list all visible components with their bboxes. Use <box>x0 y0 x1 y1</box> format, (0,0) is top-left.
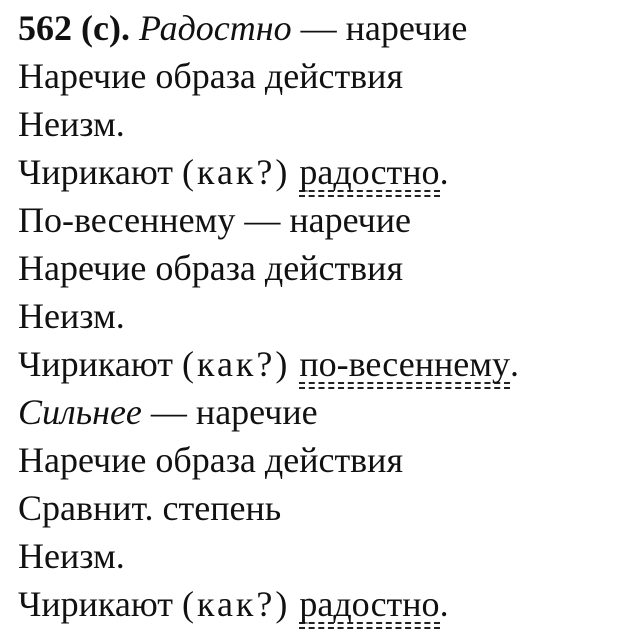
line-1-heading <box>18 4 618 52</box>
line-10-category: Наречие образа действия <box>18 440 403 480</box>
line-9-heading <box>18 388 618 436</box>
space <box>290 344 299 384</box>
line-13-sentence <box>18 580 618 628</box>
period: . <box>510 344 519 384</box>
question: (как?) <box>182 344 291 384</box>
line-3-feature: Неизм. <box>18 104 125 144</box>
sentence-verb: Чирикают <box>18 344 183 384</box>
exercise-number: 562 (с). <box>18 8 130 48</box>
space <box>290 584 299 624</box>
part-of-speech: — наречие <box>291 8 468 48</box>
line-2-category: Наречие образа действия <box>18 56 403 96</box>
line-12-feature: Неизм. <box>18 536 125 576</box>
sentence-verb: Чирикают <box>18 152 183 192</box>
question: (как?) <box>182 152 291 192</box>
line-5-heading: По-весеннему — наречие <box>18 200 412 240</box>
underlined-adverb: по-весеннему <box>299 344 510 384</box>
underlined-adverb: радостно <box>299 584 440 624</box>
underlined-adverb: радостно <box>299 152 440 192</box>
analyzed-word: Радостно <box>138 8 292 48</box>
line-8-sentence <box>18 340 618 388</box>
period: . <box>439 152 449 192</box>
exercise-text <box>18 4 618 628</box>
sentence-verb: Чирикают <box>18 584 183 624</box>
period: . <box>439 584 449 624</box>
space <box>290 152 299 192</box>
line-4-sentence <box>18 148 618 196</box>
part-of-speech: — наречие <box>141 392 318 432</box>
line-11-degree: Сравнит. степень <box>18 488 282 528</box>
line-6-category: Наречие образа действия <box>18 248 403 288</box>
line-7-feature: Неизм. <box>18 296 125 336</box>
analyzed-word: Сильнее <box>18 392 142 432</box>
question: (как?) <box>182 584 291 624</box>
